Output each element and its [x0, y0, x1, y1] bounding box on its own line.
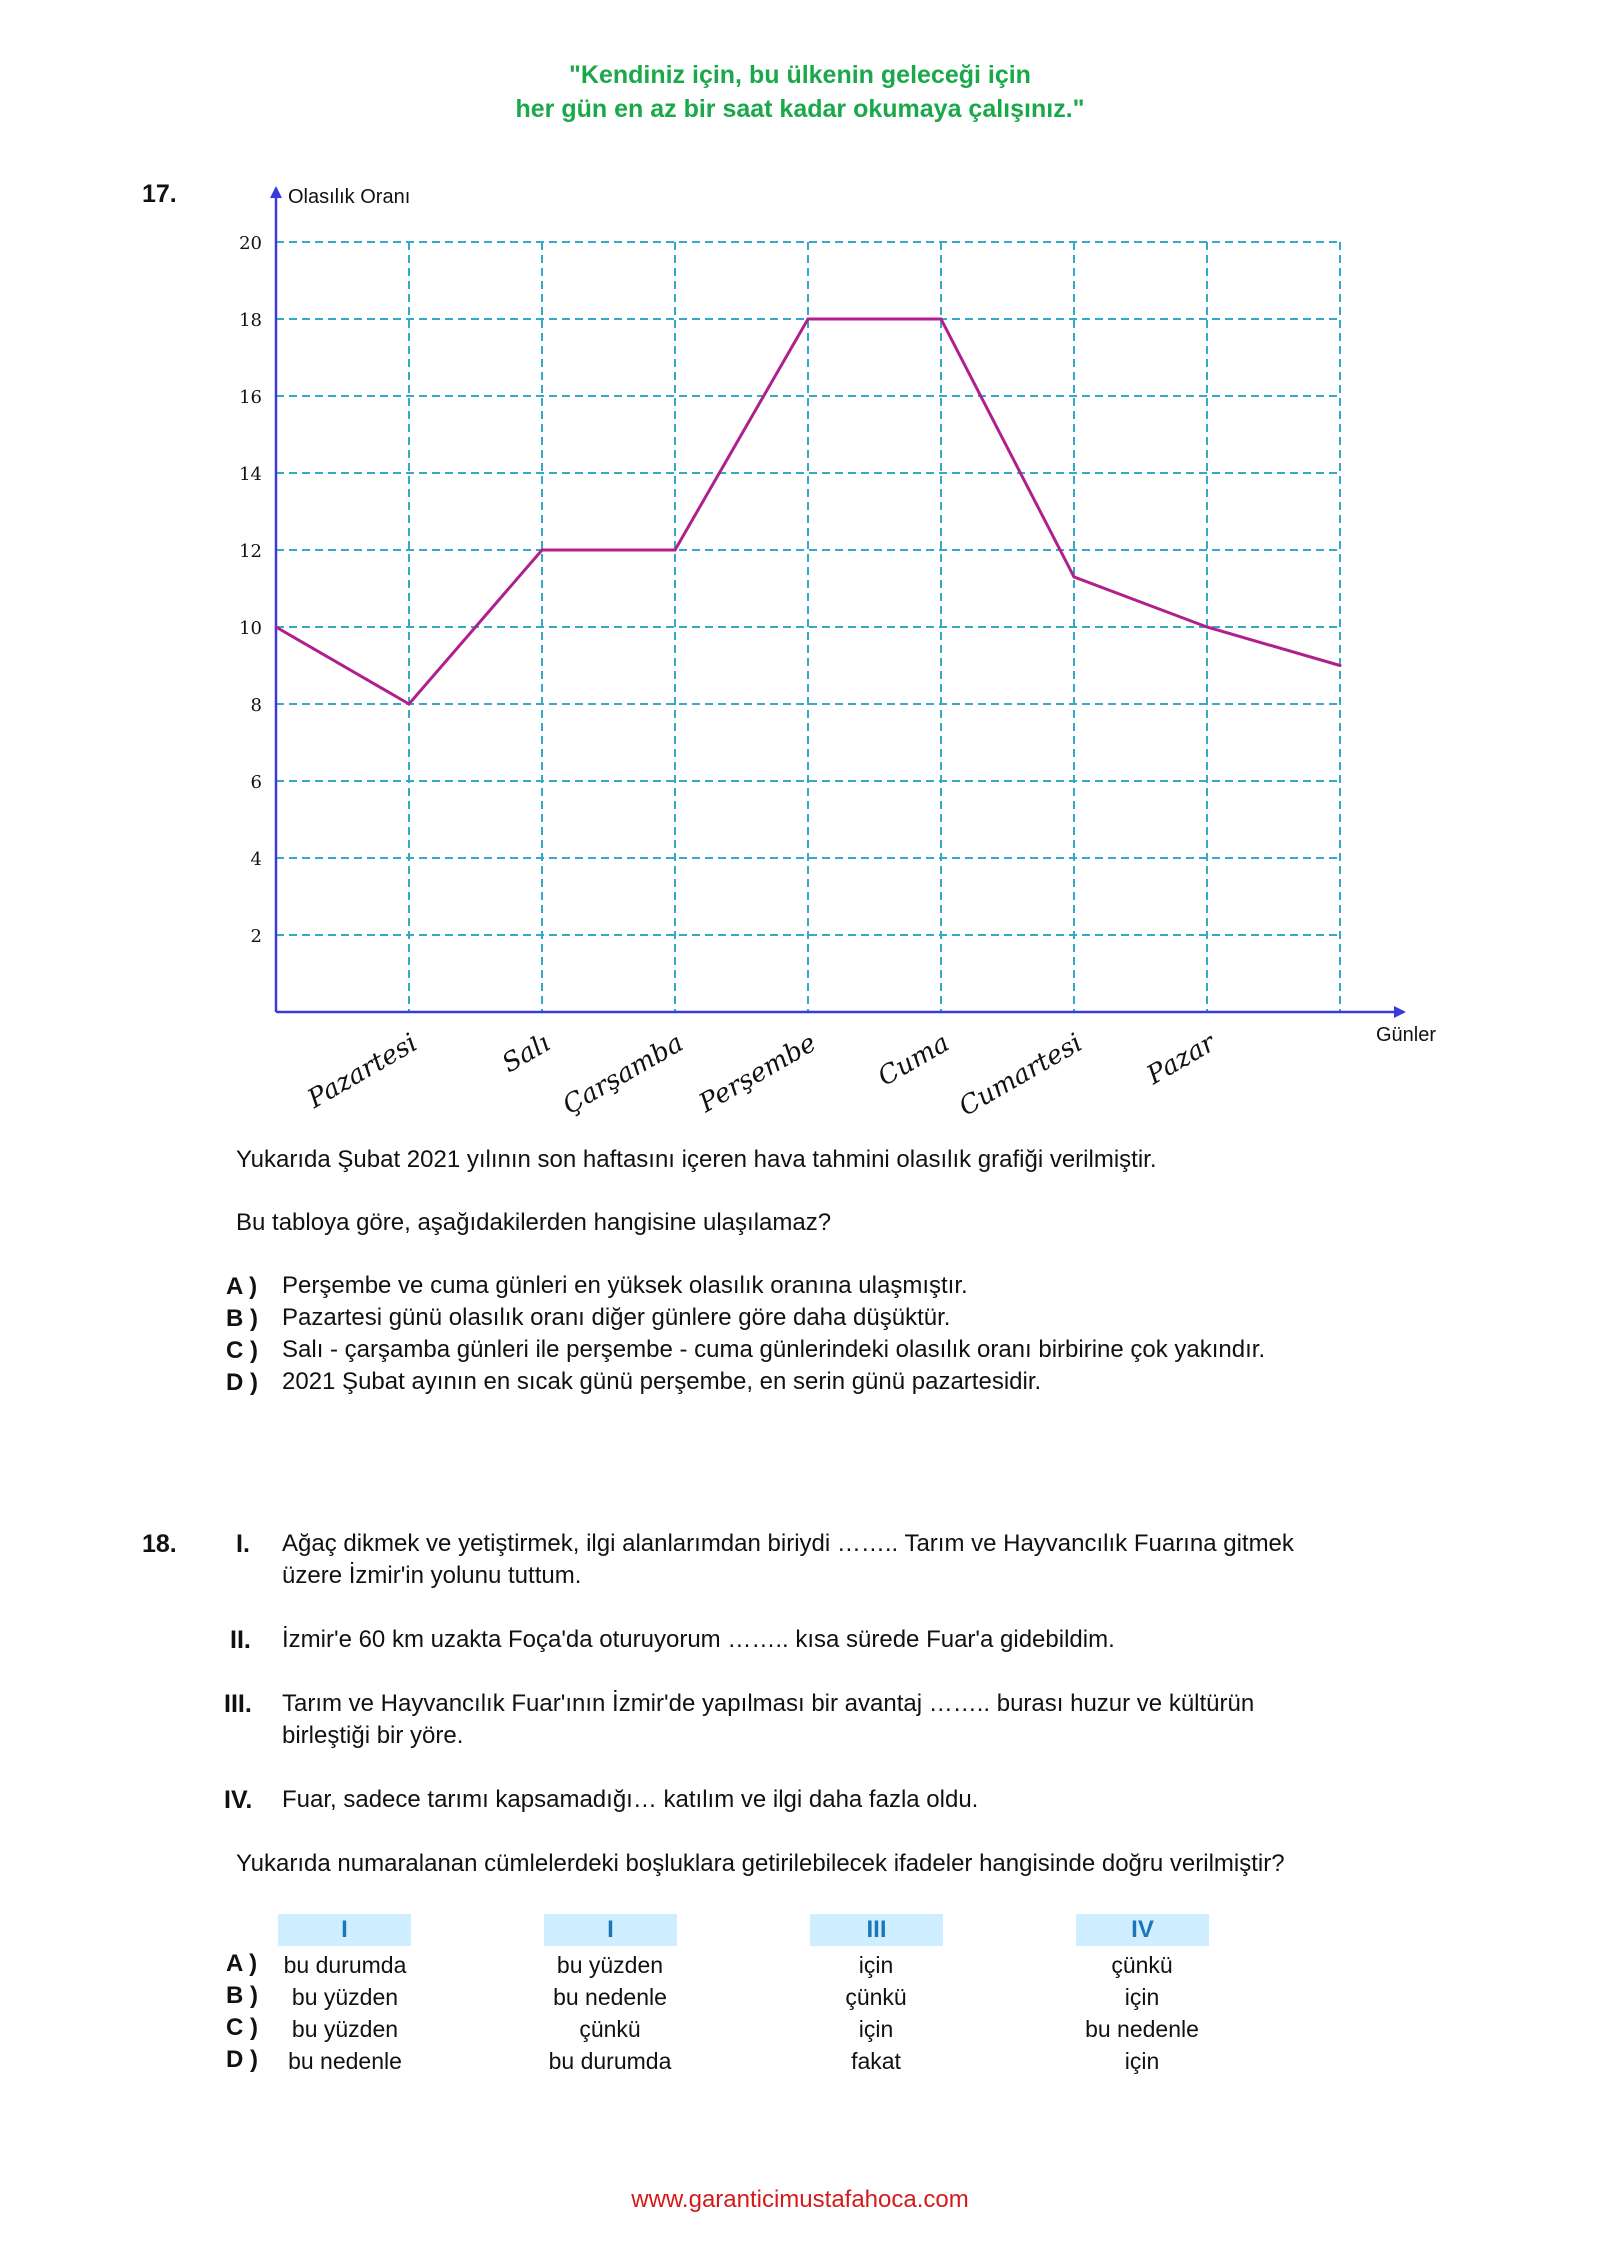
option-d-text[interactable]: 2021 Şubat ayının en sıcak günü perşembe, en serin günü pazartesidir.	[282, 1368, 1042, 1395]
data-point	[408, 703, 411, 706]
row-c-cell-4: bu nedenle	[1085, 2016, 1199, 2042]
statement-1-line-1: Ağaç dikmek ve yetiştirmek, ilgi alanlarımdan biriydi …….. Tarım ve Hayvancılık Fuarına gitmek	[282, 1530, 1294, 1557]
statement-3-line-2: birleştiği bir yöre.	[282, 1722, 464, 1749]
data-point	[807, 318, 810, 321]
row-b-cell-1: bu yüzden	[291, 1984, 399, 2010]
statement-4-line-1: Fuar, sadece tarımı kapsamadığı… katılım ve ilgi daha fazla oldu.	[282, 1786, 979, 1813]
row-a-cell-2: bu yüzden	[556, 1952, 664, 1978]
data-point	[1206, 626, 1209, 629]
row-b-cell-4: için	[1124, 1984, 1160, 2010]
column-header-4: IV	[1076, 1914, 1209, 1946]
question-17-intro: Yukarıda Şubat 2021 yılının son haftasını içeren hava tahmini olasılık grafiği verilmiştir.	[236, 1146, 1157, 1173]
option-a-text[interactable]: Perşembe ve cuma günleri en yüksek olasılık oranına ulaşmıştır.	[282, 1272, 968, 1299]
header-quote-line-2: her gün en az bir saat kadar okumaya çalışınız."	[515, 95, 1085, 123]
y-tick-label: 16	[239, 387, 262, 408]
option-a-letter[interactable]: A )	[226, 1273, 258, 1300]
row-a-letter[interactable]: A )	[226, 1950, 258, 1977]
question-17-number: 17.	[142, 180, 177, 208]
y-tick-label: 10	[239, 618, 262, 639]
column-header-3: III	[810, 1914, 943, 1946]
row-c-cell-2: çünkü	[579, 2016, 641, 2042]
x-category-label: Pazar	[1141, 1028, 1221, 1091]
row-d-cell-1: bu nedenle	[288, 2048, 402, 2074]
footer-website-link[interactable]: www.garanticimustafahoca.com	[631, 2186, 969, 2213]
y-tick-label: 4	[250, 849, 262, 870]
x-category-label: Perşembe	[694, 1028, 822, 1119]
row-a-cell-1: bu durumda	[283, 1952, 407, 1978]
y-tick-label: 8	[250, 695, 262, 716]
statement-1-roman: I.	[236, 1530, 250, 1558]
row-d-cell-2: bu durumda	[548, 2048, 672, 2074]
question-17-stem: Bu tabloya göre, aşağıdakilerden hangisine ulaşılamaz?	[236, 1209, 832, 1236]
x-category-label: Cuma	[872, 1028, 955, 1093]
statement-4-roman: IV.	[224, 1786, 253, 1814]
data-point	[275, 626, 278, 629]
y-tick-label: 12	[239, 541, 262, 562]
row-a-cell-3: için	[858, 1952, 894, 1978]
y-tick-label: 20	[239, 233, 262, 254]
row-b-letter[interactable]: B )	[226, 1982, 258, 2009]
row-c-cell-3: için	[858, 2016, 894, 2042]
data-point	[1339, 664, 1342, 667]
x-axis-title: Günler	[1376, 1024, 1437, 1046]
option-c-text[interactable]: Salı - çarşamba günleri ile perşembe - cuma günlerindeki olasılık oranı birbirine çok yakındır.	[282, 1336, 1266, 1363]
x-category-label: Çarşamba	[557, 1028, 689, 1121]
y-tick-label: 18	[239, 310, 262, 331]
y-tick-label: 2	[250, 926, 262, 947]
row-d-letter[interactable]: D )	[226, 2046, 258, 2073]
data-point	[541, 549, 544, 552]
x-category-label: Pazartesi	[302, 1028, 423, 1115]
y-tick-label: 14	[239, 464, 262, 485]
option-b-letter[interactable]: B )	[226, 1305, 258, 1332]
statement-2-line-1: İzmir'e 60 km uzakta Foça'da oturuyorum …….. kısa sürede Fuar'a gidebildim.	[282, 1626, 1115, 1653]
data-point	[940, 318, 943, 321]
question-18-stem: Yukarıda numaralanan cümlelerdeki boşluklara getirilebilecek ifadeler hangisinde doğru verilmiştir?	[236, 1850, 1285, 1877]
x-category-label: Cumartesi	[954, 1028, 1088, 1123]
option-c-letter[interactable]: C )	[226, 1337, 258, 1364]
row-b-cell-3: çünkü	[845, 1984, 907, 2010]
statement-1-line-2: üzere İzmir'in yolunu tuttum.	[282, 1562, 582, 1589]
row-d-cell-4: için	[1124, 2048, 1160, 2074]
column-header-2: I	[544, 1914, 677, 1946]
question-18-number: 18.	[142, 1530, 177, 1558]
y-axis-title: Olasılık Oranı	[288, 186, 411, 208]
row-c-letter[interactable]: C )	[226, 2014, 258, 2041]
row-d-cell-3: fakat	[851, 2048, 901, 2074]
row-c-cell-1: bu yüzden	[291, 2016, 399, 2042]
row-b-cell-2: bu nedenle	[553, 1984, 667, 2010]
statement-3-line-1: Tarım ve Hayvancılık Fuar'ının İzmir'de yapılması bir avantaj …….. burası huzur ve kültürün	[282, 1690, 1255, 1717]
data-point	[674, 549, 677, 552]
column-header-1: I	[278, 1914, 411, 1946]
statement-2-roman: II.	[230, 1626, 251, 1654]
y-tick-label: 6	[250, 772, 262, 793]
option-d-letter[interactable]: D )	[226, 1369, 258, 1396]
statement-3-roman: III.	[224, 1690, 252, 1718]
option-b-text[interactable]: Pazartesi günü olasılık oranı diğer günlere göre daha düşüktür.	[282, 1304, 951, 1331]
row-a-cell-4: çünkü	[1111, 1952, 1173, 1978]
header-quote-line-1: "Kendiniz için, bu ülkenin geleceği için	[569, 61, 1031, 89]
data-point	[1073, 575, 1076, 578]
x-category-label: Salı	[497, 1028, 556, 1080]
